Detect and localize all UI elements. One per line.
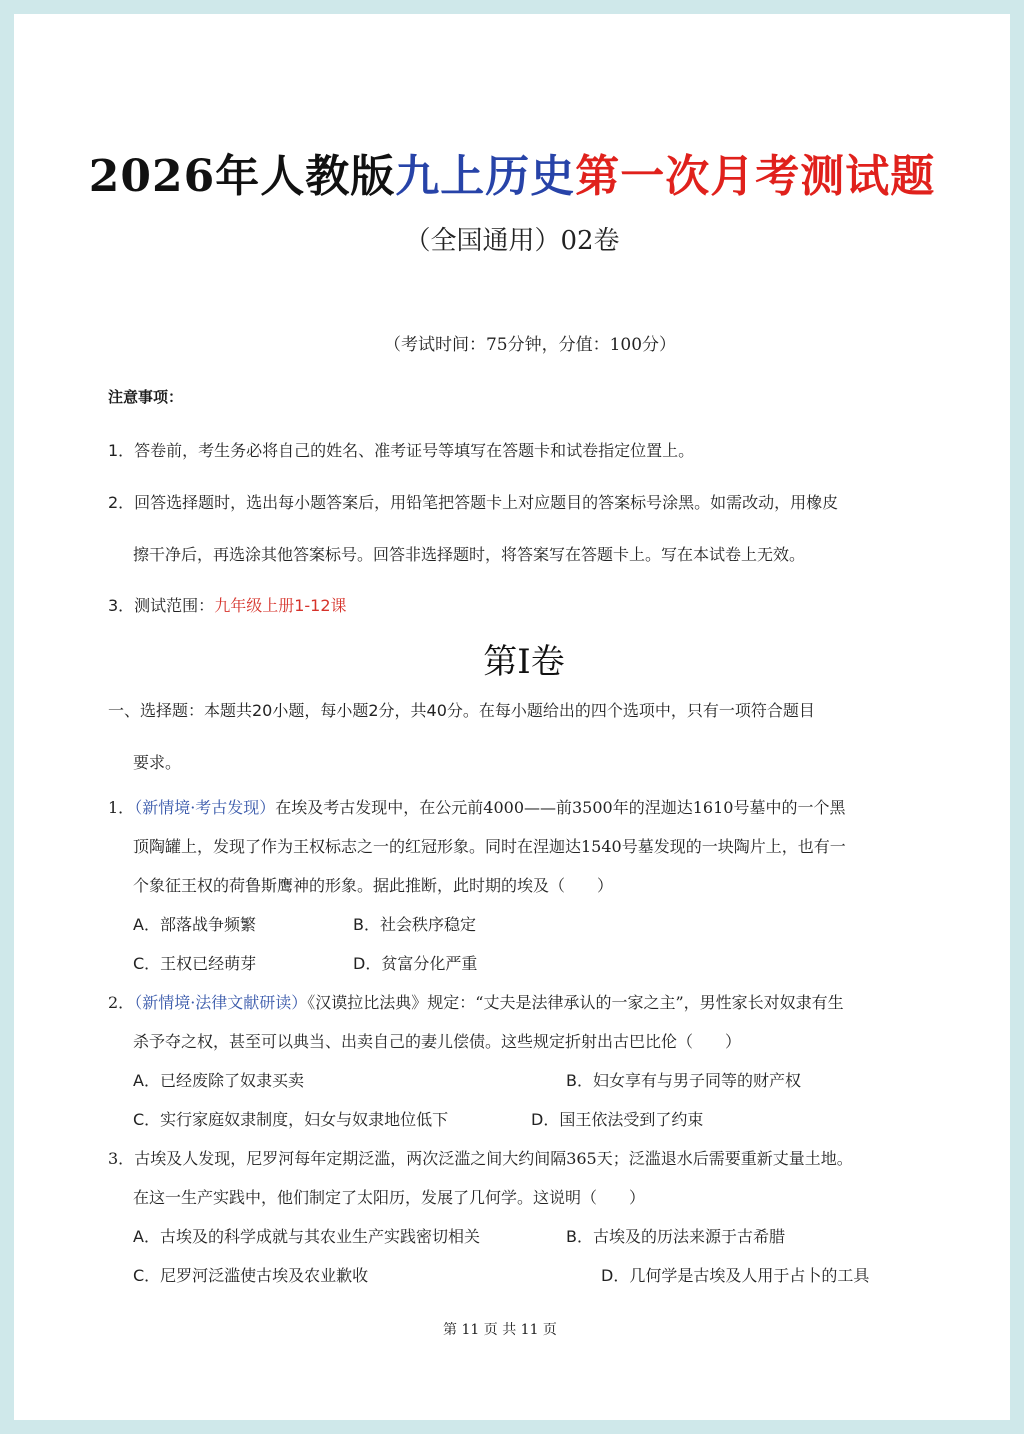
question-3-text: 古埃及人发现，尼罗河每年定期泛滥，两次泛滥之间大约间隔365天；泛滥退水后需要重新丈量土地。 xyxy=(134,1149,853,1168)
question-3-option-d: D．几何学是古埃及人用于占卜的工具 xyxy=(601,1266,870,1285)
question-3-option-b: B．古埃及的历法来源于古希腊 xyxy=(566,1227,785,1246)
question-2-tag: （新情境·法律文献研读） xyxy=(134,993,308,1012)
notice-item-2-line-2: 擦干净后，再选涂其他答案标号。回答非选择题时，将答案写在答题卡上。写在本试卷上无效。 xyxy=(133,545,806,564)
question-2-option-b: B．妇女享有与男子同等的财产权 xyxy=(566,1071,801,1090)
question-1-option-d: D．贫富分化严重 xyxy=(353,954,478,973)
question-2-option-c: C．实行家庭奴隶制度，妇女与奴隶地位低下 xyxy=(133,1110,449,1129)
title-part-subject: 九上历史 xyxy=(395,151,576,202)
title-part-year: 2026年人教版 xyxy=(88,151,396,202)
question-3-option-c: C．尼罗河泛滥使古埃及农业歉收 xyxy=(133,1266,369,1285)
question-2-option-d: D．国王依法受到了约束 xyxy=(531,1110,704,1129)
part-title: 第Ⅰ卷 xyxy=(483,642,565,682)
question-1-option-a: A．部落战争频繁 xyxy=(133,915,256,934)
question-1-line-1 xyxy=(108,795,845,818)
question-1-line-3: 个象征王权的荷鲁斯鹰神的形象。据此推断，此时期的埃及（ ） xyxy=(133,876,614,895)
question-3-line-2: 在这一生产实践中，他们制定了太阳历，发展了几何学。这说明（ ） xyxy=(133,1188,646,1207)
question-3-line-1 xyxy=(108,1146,853,1169)
exam-info: （考试时间：75分钟，分值：100分） xyxy=(383,335,677,355)
question-2-option-a: A．已经废除了奴隶买卖 xyxy=(133,1071,304,1090)
scope-label: 3．测试范围： xyxy=(108,596,215,615)
question-2-line-1 xyxy=(108,990,844,1013)
question-2-text: 《汉谟拉比法典》规定：“丈夫是法律承认的一家之主”，男性家长对奴隶有生 xyxy=(307,993,844,1012)
question-2-line-2: 杀予夺之权，甚至可以典当、出卖自己的妻儿偿债。这些规定折射出古巴比伦（ ） xyxy=(133,1032,742,1051)
exam-title xyxy=(0,140,1024,204)
question-1-option-c: C．王权已经萌芽 xyxy=(133,954,257,973)
page-number-footer: 第 11 页 共 11 页 xyxy=(443,1322,557,1338)
notice-heading: 注意事项： xyxy=(108,388,184,406)
question-2-number: 2． xyxy=(108,993,135,1012)
question-1-number: 1． xyxy=(108,798,135,817)
question-1-tag: （新情境·考古发现） xyxy=(134,798,276,817)
notice-item-1: 1．答卷前，考生务必将自己的姓名、准考证号等填写在答题卡和试卷指定位置上。 xyxy=(108,441,695,460)
question-3-number: 3． xyxy=(108,1149,135,1168)
question-1-line-2: 顶陶罐上，发现了作为王权标志之一的红冠形象。同时在涅迦达1540号墓发现的一块陶片上，也有一 xyxy=(133,837,846,856)
question-1-option-b: B．社会秩序稳定 xyxy=(353,915,476,934)
section-instruction-line-1: 一、选择题：本题共20小题，每小题2分，共40分。在每小题给出的四个选项中，只有一项符合题目 xyxy=(108,701,815,720)
question-3-option-a: A．古埃及的科学成就与其农业生产实践密切相关 xyxy=(133,1227,480,1246)
scope-value: 九年级上册1-12课 xyxy=(214,596,347,615)
section-instruction-line-2: 要求。 xyxy=(133,753,182,772)
title-part-exam: 第一次月考测试题 xyxy=(575,151,936,202)
question-1-text: 在埃及考古发现中，在公元前4000——前3500年的涅迦达1610号墓中的一个黑 xyxy=(275,798,846,817)
notice-item-3 xyxy=(108,593,347,616)
exam-subtitle: （全国通用）02卷 xyxy=(404,226,620,256)
notice-item-2-line-1: 2．回答选择题时，选出每小题答案后，用铅笔把答题卡上对应题目的答案标号涂黑。如需改动，用橡皮 xyxy=(108,493,839,512)
